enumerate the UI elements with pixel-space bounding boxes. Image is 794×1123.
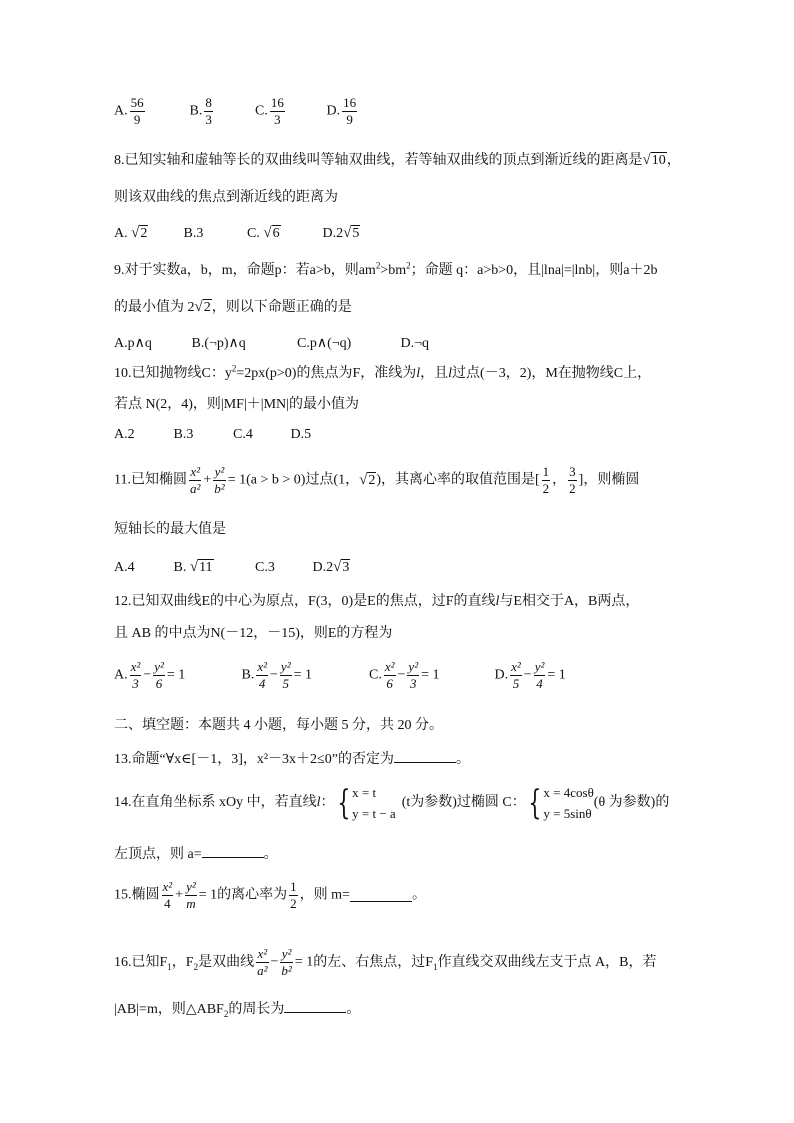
numerator: 8	[205, 95, 212, 110]
text-segment: 作直线交双曲线左支于点 A，B，若	[437, 954, 657, 970]
sqrt-expression: √3	[333, 559, 350, 575]
q12-options	[114, 660, 566, 691]
operator: +	[175, 887, 184, 903]
text-segment: ，F	[171, 954, 194, 970]
question-text	[114, 955, 254, 970]
fraction	[189, 465, 201, 496]
numerator: y²	[214, 464, 225, 479]
subscript: 1	[167, 961, 172, 972]
question-text: =2px(p>0)的焦点为F，准线为	[236, 366, 417, 381]
equation-rhs: = 1	[547, 667, 566, 683]
numerator: 3	[569, 464, 576, 479]
numerator: y²	[408, 659, 419, 674]
fraction	[270, 96, 285, 127]
sqrt-expression: √2	[359, 472, 376, 488]
q7-option-b	[190, 96, 252, 127]
fraction	[153, 660, 165, 691]
question-text: 12.已知双曲线E的中心为原点，F(3，0)是E的焦点，过F的直线	[114, 594, 496, 609]
q9-stem-line2	[114, 298, 352, 317]
q9-options	[114, 335, 429, 353]
system-row: y = 5sinθ	[543, 806, 592, 821]
option-label: C.	[255, 103, 268, 119]
denominator: 5	[510, 675, 522, 691]
subscript: 2	[223, 1008, 229, 1019]
fraction	[384, 660, 396, 691]
q14-stem-line1	[114, 782, 669, 824]
numerator: y²	[281, 946, 292, 961]
q11-stem-line2: 短轴长的最大值是	[114, 522, 226, 537]
denominator: b²	[281, 963, 292, 978]
superscript: 2	[375, 260, 381, 271]
subscript: 2	[193, 961, 199, 972]
q9-option-d: D.¬q	[400, 336, 430, 351]
fraction	[256, 947, 268, 978]
answer-blank	[202, 845, 264, 858]
punctuation: 。	[263, 847, 278, 862]
q10-option-b: B.3	[173, 427, 194, 442]
q9-option-a: A.p∧q	[114, 336, 152, 351]
denominator: 5	[280, 675, 292, 691]
subscript: 1	[433, 961, 438, 972]
numerator: x²	[190, 464, 201, 479]
question-text: |AB|=m，则△ABF	[114, 1002, 224, 1017]
q12-option-b	[242, 660, 366, 691]
denominator: 4	[534, 675, 546, 691]
q7-option-a	[114, 96, 186, 127]
fraction	[185, 880, 197, 911]
system-row: x = 4cosθ	[543, 785, 594, 800]
q11-option-a: A.4	[114, 559, 135, 575]
numerator: x²	[257, 946, 268, 961]
q12-option-a	[114, 660, 238, 691]
numerator: y²	[154, 659, 164, 674]
denominator: a²	[189, 481, 201, 496]
radicand: 11	[199, 560, 213, 575]
fraction	[407, 660, 419, 691]
sqrt-expression: √10	[642, 152, 666, 168]
radicand: 10	[651, 153, 666, 168]
numerator: x²	[257, 659, 268, 674]
denominator: 3	[205, 112, 212, 127]
option-label: A.	[114, 103, 128, 119]
radicand: 2	[368, 473, 376, 488]
numerator: 1	[542, 464, 550, 479]
fraction	[510, 660, 522, 691]
question-text: (θ 为参数)的	[593, 795, 670, 810]
q10-stem-line2: 若点 N(2，4)，则|MF|＋|MN|的最小值为	[114, 397, 359, 412]
q7-options	[114, 96, 359, 127]
radicand: 3	[342, 560, 350, 575]
q8-options	[114, 224, 360, 243]
fraction	[130, 660, 142, 691]
question-text: 过点(－3，2)，M在抛物线C上，	[452, 366, 652, 381]
fraction	[280, 947, 292, 978]
punctuation: 。	[455, 752, 470, 767]
q7-option-d	[327, 96, 360, 127]
fraction	[534, 660, 546, 691]
q11-stem-line1	[114, 465, 639, 496]
denominator: m	[186, 896, 196, 911]
denominator: 2	[569, 481, 576, 496]
section-heading: 二、填空题：本题共 4 小题，每小题 5 分，共 20 分。	[114, 718, 443, 733]
q8-option-d	[323, 224, 361, 243]
answer-blank	[284, 1000, 346, 1013]
q10-option-d: D.5	[290, 427, 312, 442]
option-label: D.	[494, 667, 509, 683]
question-text: ，且	[420, 366, 449, 381]
q8-stem-line2: 则该双曲线的焦点到渐近线的距离为	[114, 190, 338, 205]
equation-rhs: = 1	[293, 667, 312, 683]
sqrt-expression: √11	[189, 559, 213, 575]
punctuation: ，	[666, 153, 681, 168]
system-row: y = t − a	[352, 806, 396, 821]
option-label: A.	[114, 667, 128, 683]
question-text: 过点(1，	[305, 472, 360, 488]
numerator: x²	[511, 659, 521, 674]
equation-rhs: = 1	[421, 667, 440, 683]
q11-option-b	[174, 558, 252, 577]
numerator: y²	[280, 659, 291, 674]
numerator: 1	[290, 879, 297, 894]
punctuation: 。	[346, 1002, 361, 1017]
left-brace: {	[336, 783, 350, 823]
q12-option-d	[495, 660, 566, 691]
text-segment: 16.已知F	[114, 954, 168, 970]
fraction	[342, 96, 357, 127]
q11-option-c: C.3	[255, 559, 275, 575]
equation-rhs: = 1	[294, 954, 314, 970]
question-text: (t为参数)过椭圆 C：	[401, 795, 526, 810]
question-text: )，其离心率的取值范围是[	[376, 472, 540, 488]
question-text: >bm	[380, 263, 407, 278]
q14-stem-line2	[114, 845, 278, 864]
superscript: 2	[406, 260, 411, 271]
system-row: x = t	[352, 785, 377, 800]
operator: −	[397, 667, 406, 683]
punctuation: ：	[320, 795, 335, 810]
denominator: 9	[342, 111, 357, 127]
question-text: 的离心率为	[217, 887, 288, 903]
numerator: x²	[162, 879, 173, 894]
question-text: ；命题 q：a>b>0，且|lna|=|lnb|，则a＋2b	[410, 263, 658, 278]
text-segment: 是双曲线	[198, 954, 255, 970]
denominator: 6	[153, 675, 165, 691]
equation-rhs: = 1	[198, 887, 218, 903]
variable: l	[316, 795, 321, 810]
q10-option-a: A.2	[114, 427, 135, 442]
question-text: 14.在直角坐标系 xOy 中，若直线	[114, 795, 317, 810]
q8-stem-line1	[114, 151, 681, 170]
punctuation: ，	[552, 472, 567, 488]
fraction	[542, 465, 551, 496]
sqrt-expression: √2	[194, 299, 211, 315]
q10-options	[114, 426, 311, 444]
option-label: D.	[326, 103, 341, 119]
question-text: 左顶点，则 a=	[114, 847, 202, 862]
variable: l	[416, 366, 421, 381]
question-text: 与E相交于A，B两点，	[499, 594, 640, 609]
text-segment: 的左、右焦点，过F	[313, 954, 434, 970]
fraction	[289, 880, 298, 911]
superscript: 2	[231, 363, 237, 374]
numerator: 16	[270, 95, 284, 110]
option-label: B.	[173, 560, 187, 575]
numerator: 16	[343, 95, 357, 110]
denominator: 9	[130, 111, 145, 127]
fraction	[568, 465, 577, 496]
variable: l	[448, 366, 453, 381]
operator: −	[523, 667, 532, 683]
radicand: 6	[272, 226, 280, 241]
q12-stem-line1	[114, 593, 639, 611]
sqrt-expression: √2	[131, 225, 148, 241]
equation-system	[352, 782, 396, 824]
option-label: D.2	[312, 560, 334, 575]
q12-option-c	[369, 660, 491, 691]
fraction	[280, 660, 292, 691]
q8-option-c	[247, 224, 319, 243]
fraction	[256, 660, 268, 691]
operator: −	[270, 667, 278, 683]
numerator: y²	[186, 879, 196, 894]
fraction	[213, 465, 225, 496]
q16-stem-line1	[114, 947, 656, 978]
q16-stem-line2	[114, 1000, 360, 1019]
question-text	[313, 955, 656, 970]
radicand: 2	[140, 226, 148, 241]
q11-option-d	[313, 558, 351, 577]
q10-stem-line1	[114, 365, 651, 383]
numerator: x²	[130, 659, 141, 674]
radicand: 5	[352, 226, 360, 241]
q8-option-a	[114, 224, 180, 243]
question-text: 13.命题“∀x∈[－1，3]，x²－3x＋2≤0”的否定为	[114, 752, 394, 767]
denominator: 6	[384, 675, 396, 691]
denominator: 2	[290, 896, 297, 911]
q13-stem	[114, 750, 470, 769]
denominator: 3	[407, 675, 419, 691]
q9-stem-line1	[114, 262, 657, 280]
denominator: 3	[270, 111, 285, 127]
q7-option-c	[255, 96, 323, 127]
sqrt-expression: √6	[263, 225, 280, 241]
operator: +	[203, 472, 212, 488]
question-text: ]，则椭圆	[578, 472, 640, 488]
q12-stem-line2: 且 AB 的中点为N(－12，－15)，则E的方程为	[114, 626, 393, 641]
left-brace: {	[528, 783, 542, 823]
q10-option-c: C.4	[233, 427, 253, 442]
operator: −	[143, 667, 152, 683]
sqrt-expression: √5	[343, 225, 360, 241]
q15-stem	[114, 880, 426, 911]
question-text: 的最小值为 2	[114, 300, 195, 315]
fraction	[162, 880, 174, 911]
question-text: 8.已知实轴和虚轴等长的双曲线叫等轴双曲线，若等轴双曲线的顶点到渐近线的距离是	[114, 153, 643, 168]
question-text: ，则 m=	[299, 887, 350, 903]
option-label: D.2	[322, 226, 344, 241]
variable: l	[495, 594, 500, 609]
denominator: 3	[130, 675, 142, 691]
denominator: 2	[542, 481, 550, 496]
denominator: 4	[256, 675, 268, 691]
numerator: y²	[534, 659, 545, 674]
question-text: 10.已知抛物线C：y	[114, 366, 232, 381]
option-label: B.	[189, 103, 203, 119]
option-label: C.	[247, 226, 260, 241]
q11-options	[114, 558, 350, 577]
answer-blank	[350, 889, 412, 902]
operator: −	[270, 954, 279, 970]
question-text: 9.对于实数a，b，m，命题p：若a>b，则am	[114, 263, 376, 278]
question-text: 的周长为	[228, 1002, 285, 1017]
option-label: C.	[369, 667, 382, 683]
fraction	[204, 96, 213, 127]
question-text: 11.已知椭圆	[114, 472, 187, 488]
q8-option-b: B.3	[183, 225, 204, 241]
equation-rhs: = 1	[166, 667, 186, 683]
option-label: B.	[241, 667, 255, 683]
punctuation: 。	[411, 887, 426, 903]
option-label: A.	[114, 226, 128, 241]
q9-option-b: B.(¬p)∧q	[191, 336, 246, 351]
q9-option-c: C.p∧(¬q)	[297, 336, 352, 351]
question-text: ，则以下命题正确的是	[211, 300, 352, 315]
question-text: 15.椭圆	[114, 887, 160, 903]
denominator: b²	[214, 481, 225, 496]
fraction	[130, 96, 145, 127]
denominator: a²	[257, 963, 268, 978]
denominator: 4	[162, 895, 174, 911]
equation-system	[543, 782, 593, 824]
radicand: 2	[203, 300, 211, 315]
condition: = 1(a > b > 0)	[227, 472, 306, 488]
numerator: 56	[130, 95, 144, 110]
numerator: x²	[384, 659, 395, 674]
answer-blank	[394, 750, 456, 763]
